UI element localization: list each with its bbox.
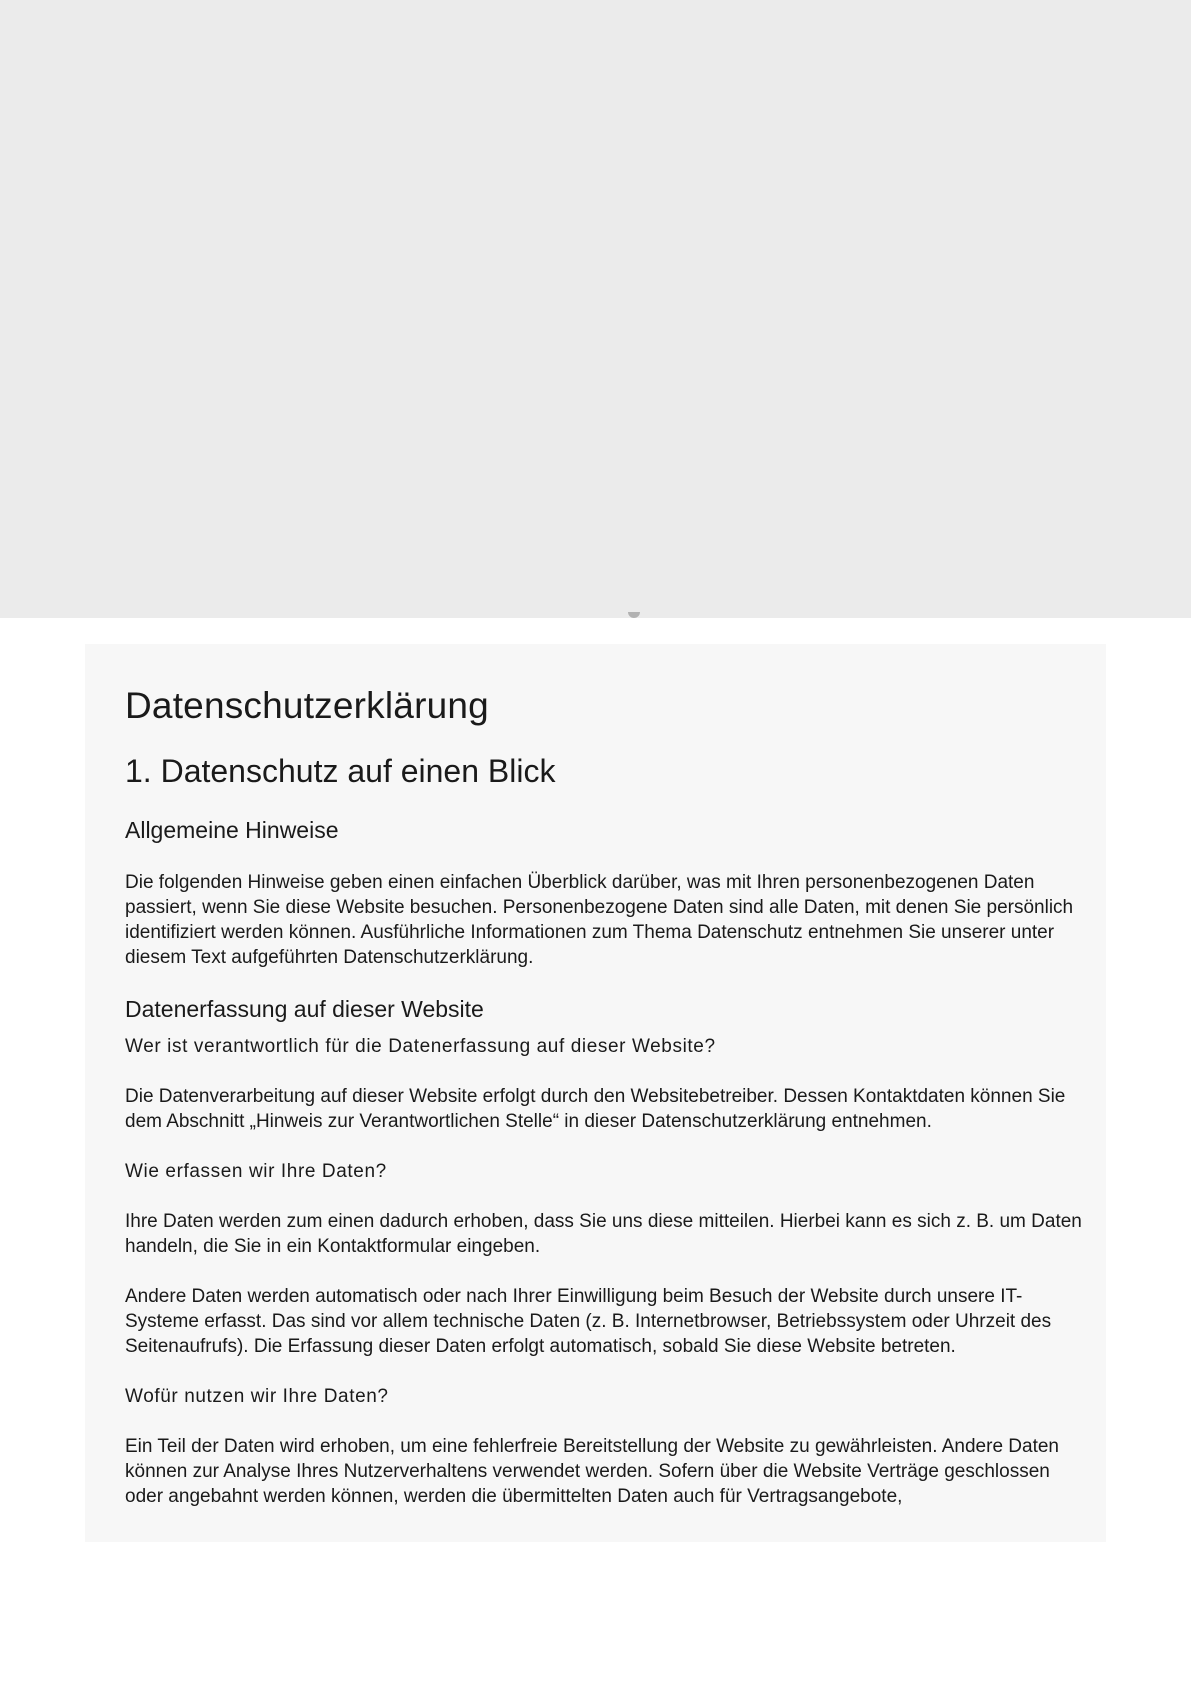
answer-usage: Ein Teil der Daten wird erhoben, um eine fehlerfreie Bereitstellung der Website zu gewährleisten. Andere Daten können zur Analyse Ihres Nutzerverhaltens verwendet werden. Sofern über die Website Verträge geschlossen oder angebahnt werden können, werden die übermittelten Daten auch für Vertragsangebote,	[125, 1435, 1059, 1507]
question-usage: Wofür nutzen wir Ihre Daten?	[125, 1385, 389, 1407]
privacy-policy-content	[125, 684, 1085, 1509]
subheading-data-collection: Datenerfassung auf dieser Website	[125, 996, 484, 1023]
page-title: Datenschutzerklärung	[125, 685, 489, 726]
answer-how-collected-1: Ihre Daten werden zum einen dadurch erhoben, dass Sie uns diese mitteilen. Hierbei kann es sich z. B. um Daten handeln, die Sie in ein Kontaktformular eingeben.	[125, 1210, 1082, 1257]
question-how-collected: Wie erfassen wir Ihre Daten?	[125, 1160, 387, 1182]
section-heading-overview: 1. Datenschutz auf einen Blick	[125, 753, 556, 790]
answer-responsible: Die Datenverarbeitung auf dieser Website erfolgt durch den Websitebetreiber. Dessen Kontaktdaten können Sie dem Abschnitt „Hinweis zur Verantwortlichen Stelle“ in dieser Datenschutzerklärung entnehmen.	[125, 1085, 1066, 1132]
privacy-policy-card	[85, 644, 1106, 1542]
paragraph-general-notes: Die folgenden Hinweise geben einen einfachen Überblick darüber, was mit Ihren personenbezogenen Daten passiert, wenn Sie diese Website besuchen. Personenbezogene Daten sind alle Daten, mit denen Sie persönlich identifiziert werden können. Ausführliche Informationen zum Thema Datenschutz entnehmen Sie unserer unter diesem Text aufgeführten Datenschutzerklärung.	[125, 872, 1074, 969]
subheading-general-notes: Allgemeine Hinweise	[125, 816, 339, 843]
answer-how-collected-2: Andere Daten werden automatisch oder nach Ihrer Einwilligung beim Besuch der Website durch unsere IT-Systeme erfasst. Das sind vor allem technische Daten (z. B. Internetbrowser, Betriebssystem oder Uhrzeit des Seitenaufrufs). Die Erfassung dieser Daten erfolgt automatisch, sobald Sie diese Website betreten.	[125, 1285, 1052, 1357]
header-image-placeholder	[0, 0, 1191, 618]
question-responsible: Wer ist verantwortlich für die Datenerfassung auf dieser Website?	[125, 1035, 716, 1057]
